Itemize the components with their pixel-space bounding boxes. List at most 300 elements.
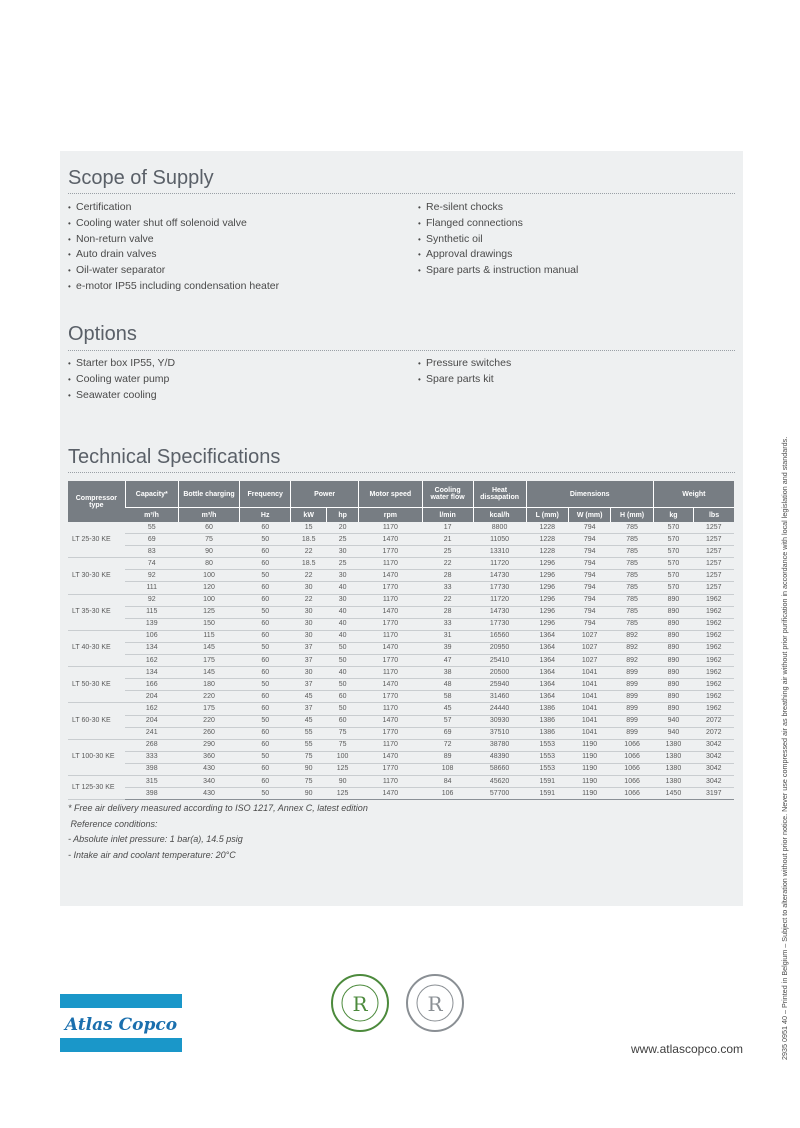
table-cell: 22 — [291, 570, 327, 582]
table-cell: 60 — [240, 546, 291, 558]
table-cell: 38780 — [473, 739, 526, 751]
table-cell: 1296 — [526, 594, 568, 606]
table-cell: 55 — [291, 727, 327, 739]
table-cell: 180 — [178, 679, 240, 691]
table-row — [68, 775, 734, 787]
table-cell: 90 — [178, 546, 240, 558]
table-cell: 570 — [653, 522, 693, 534]
table-cell: 33 — [422, 618, 473, 630]
table-cell: 17730 — [473, 618, 526, 630]
table-cell: 785 — [611, 522, 653, 534]
table-cell: 45 — [291, 715, 327, 727]
table-cell: 890 — [653, 642, 693, 654]
unit-header: Hz — [240, 508, 291, 523]
table-cell: 3197 — [694, 788, 734, 800]
list-item: • Spare parts kit — [418, 372, 511, 388]
table-cell: 40 — [327, 667, 359, 679]
table-cell: 1190 — [568, 751, 610, 763]
table-cell: 125 — [327, 788, 359, 800]
list-item: • Cooling water pump — [68, 372, 175, 388]
table-cell: 890 — [653, 655, 693, 667]
table-cell: 22 — [422, 594, 473, 606]
table-cell: 50 — [327, 703, 359, 715]
table-cell: 115 — [125, 606, 178, 618]
table-cell: 1470 — [359, 642, 423, 654]
table-cell: 2072 — [694, 715, 734, 727]
table-cell: 340 — [178, 775, 240, 787]
table-cell: 890 — [653, 667, 693, 679]
table-cell: 60 — [240, 739, 291, 751]
header-capacity: Capacity* — [125, 481, 178, 508]
table-cell: 1470 — [359, 606, 423, 618]
table-cell: 1041 — [568, 715, 610, 727]
table-cell: 31460 — [473, 691, 526, 703]
table-cell: 1962 — [694, 667, 734, 679]
list-item: • Spare parts & instruction manual — [418, 263, 578, 279]
table-cell: 22 — [422, 558, 473, 570]
table-cell: 1257 — [694, 534, 734, 546]
list-item: • e-motor IP55 including condensation heater — [68, 279, 279, 295]
table-cell: 570 — [653, 558, 693, 570]
table-cell: 899 — [611, 703, 653, 715]
table-cell: 40 — [327, 630, 359, 642]
table-cell: 1470 — [359, 751, 423, 763]
table-cell: 13310 — [473, 546, 526, 558]
table-cell: 48390 — [473, 751, 526, 763]
table-cell: 1770 — [359, 763, 423, 775]
table-cell: 134 — [125, 642, 178, 654]
table-cell: 60 — [240, 727, 291, 739]
table-cell: 92 — [125, 594, 178, 606]
seal-letter: R — [427, 992, 443, 1016]
legal-side-text: 2935 0951 40 – Printed in Belgium – Subject to alteration without prior notice. Never use compressed air as breathing air without prior purification in accordance with local legislation and standards. — [780, 436, 789, 1060]
table-cell: 22 — [291, 546, 327, 558]
table-cell: 892 — [611, 630, 653, 642]
table-row — [68, 788, 734, 800]
table-cell: 1041 — [568, 691, 610, 703]
table-cell: 106 — [422, 788, 473, 800]
table-cell: 1450 — [653, 788, 693, 800]
table-cell: 60 — [240, 618, 291, 630]
table-cell: 20 — [327, 522, 359, 534]
seal-letter: R — [352, 992, 368, 1016]
table-cell: 785 — [611, 582, 653, 594]
table-row — [68, 715, 734, 727]
table-row — [68, 522, 734, 534]
table-cell: 50 — [240, 751, 291, 763]
table-cell: 1770 — [359, 655, 423, 667]
table-cell: 890 — [653, 606, 693, 618]
table-cell: 30 — [291, 582, 327, 594]
header-motor-speed: Motor speed — [359, 481, 423, 508]
table-cell: 60 — [327, 715, 359, 727]
table-cell: 25410 — [473, 655, 526, 667]
header-bottle-charging: Bottle charging — [178, 481, 240, 508]
unit-header: l/min — [422, 508, 473, 523]
iso-14001-seal-icon — [330, 973, 390, 1033]
table-cell: 1470 — [359, 534, 423, 546]
table-cell: 55 — [125, 522, 178, 534]
table-cell: 11720 — [473, 558, 526, 570]
table-cell: 1962 — [694, 691, 734, 703]
table-cell: 1962 — [694, 655, 734, 667]
table-cell: 134 — [125, 667, 178, 679]
table-cell: 58 — [422, 691, 473, 703]
table-cell: 18.5 — [291, 558, 327, 570]
table-cell: 220 — [178, 715, 240, 727]
table-cell: 60 — [240, 763, 291, 775]
table-cell: 892 — [611, 655, 653, 667]
table-cell: 37 — [291, 703, 327, 715]
unit-header: hp — [327, 508, 359, 523]
divider — [68, 472, 735, 473]
table-cell: 1170 — [359, 667, 423, 679]
table-cell: 31 — [422, 630, 473, 642]
table-cell: 58660 — [473, 763, 526, 775]
table-cell: 890 — [653, 618, 693, 630]
list-item: • Approval drawings — [418, 247, 578, 263]
table-cell: 890 — [653, 630, 693, 642]
table-cell: 794 — [568, 522, 610, 534]
header-cooling-water-flow: Cooling water flow — [422, 481, 473, 508]
table-cell: 1386 — [526, 727, 568, 739]
table-cell: 1386 — [526, 703, 568, 715]
table-cell: 360 — [178, 751, 240, 763]
table-cell: 38 — [422, 667, 473, 679]
table-row — [68, 618, 734, 630]
header-weight: Weight — [653, 481, 734, 508]
iso-9001-seal-icon — [405, 973, 465, 1033]
table-row — [68, 739, 734, 751]
table-cell: 1066 — [611, 788, 653, 800]
table-cell: 90 — [291, 788, 327, 800]
table-cell: 74 — [125, 558, 178, 570]
table-cell: 60 — [240, 691, 291, 703]
table-cell: 1770 — [359, 691, 423, 703]
table-cell: 30 — [327, 594, 359, 606]
table-cell: 48 — [422, 679, 473, 691]
table-cell: 111 — [125, 582, 178, 594]
table-cell: 75 — [178, 534, 240, 546]
header-dimensions: Dimensions — [526, 481, 653, 508]
table-cell: 1170 — [359, 558, 423, 570]
table-cell: 90 — [291, 763, 327, 775]
table-cell: 260 — [178, 727, 240, 739]
table-cell: 30 — [291, 667, 327, 679]
table-cell: 794 — [568, 534, 610, 546]
table-cell: 3042 — [694, 751, 734, 763]
compressor-model: LT 40-30 KE — [68, 630, 125, 666]
table-cell: 162 — [125, 703, 178, 715]
table-cell: 1962 — [694, 630, 734, 642]
table-cell: 1386 — [526, 715, 568, 727]
table-cell: 125 — [178, 606, 240, 618]
table-cell: 24440 — [473, 703, 526, 715]
table-cell: 55 — [291, 739, 327, 751]
table-cell: 1380 — [653, 775, 693, 787]
unit-header: kg — [653, 508, 693, 523]
table-cell: 45620 — [473, 775, 526, 787]
table-cell: 398 — [125, 763, 178, 775]
compressor-model: LT 125-30 KE — [68, 775, 125, 799]
table-cell: 115 — [178, 630, 240, 642]
table-cell: 60 — [240, 630, 291, 642]
table-cell: 570 — [653, 570, 693, 582]
table-cell: 1027 — [568, 630, 610, 642]
list-item: • Non-return valve — [68, 232, 279, 248]
unit-header: m³/h — [178, 508, 240, 523]
table-cell: 175 — [178, 703, 240, 715]
table-cell: 60 — [178, 522, 240, 534]
header-compressor-type: Compressor type — [68, 481, 125, 522]
table-cell: 204 — [125, 715, 178, 727]
table-cell: 785 — [611, 558, 653, 570]
footnote-line: * Free air delivery measured according to ISO 1217, Annex C, latest edition — [68, 803, 368, 813]
table-cell: 1257 — [694, 570, 734, 582]
table-cell: 890 — [653, 703, 693, 715]
table-cell: 1470 — [359, 570, 423, 582]
options-title: Options — [68, 323, 137, 345]
table-cell: 268 — [125, 739, 178, 751]
list-item: • Cooling water shut off solenoid valve — [68, 216, 279, 232]
table-cell: 1257 — [694, 522, 734, 534]
table-cell: 57 — [422, 715, 473, 727]
table-row — [68, 534, 734, 546]
table-cell: 14730 — [473, 606, 526, 618]
table-cell: 50 — [240, 606, 291, 618]
list-item: • Starter box IP55, Y/D — [68, 356, 175, 372]
table-cell: 1553 — [526, 751, 568, 763]
table-cell: 30 — [291, 618, 327, 630]
table-cell: 1041 — [568, 703, 610, 715]
table-cell: 18.5 — [291, 534, 327, 546]
table-cell: 1770 — [359, 727, 423, 739]
table-cell: 1962 — [694, 642, 734, 654]
table-cell: 50 — [240, 679, 291, 691]
table-cell: 1027 — [568, 655, 610, 667]
table-cell: 1170 — [359, 522, 423, 534]
table-cell: 50 — [240, 642, 291, 654]
table-cell: 1190 — [568, 739, 610, 751]
table-cell: 1296 — [526, 582, 568, 594]
options-list-right — [418, 356, 511, 388]
table-cell: 20950 — [473, 642, 526, 654]
table-cell: 1553 — [526, 763, 568, 775]
table-cell: 241 — [125, 727, 178, 739]
table-cell: 1770 — [359, 618, 423, 630]
table-cell: 1962 — [694, 618, 734, 630]
table-cell: 108 — [422, 763, 473, 775]
table-cell: 794 — [568, 618, 610, 630]
table-cell: 1066 — [611, 739, 653, 751]
table-cell: 1190 — [568, 775, 610, 787]
table-cell: 11050 — [473, 534, 526, 546]
table-cell: 1190 — [568, 763, 610, 775]
table-cell: 50 — [240, 534, 291, 546]
unit-header: W (mm) — [568, 508, 610, 523]
table-cell: 75 — [291, 751, 327, 763]
table-cell: 14730 — [473, 570, 526, 582]
table-cell: 204 — [125, 691, 178, 703]
table-row — [68, 655, 734, 667]
table-cell: 899 — [611, 715, 653, 727]
table-cell: 60 — [240, 703, 291, 715]
table-row — [68, 727, 734, 739]
table-cell: 17 — [422, 522, 473, 534]
footnote-line: - Intake air and coolant temperature: 20°C — [68, 849, 236, 860]
table-cell: 570 — [653, 582, 693, 594]
table-cell: 940 — [653, 715, 693, 727]
table-cell: 50 — [327, 679, 359, 691]
list-item: • Flanged connections — [418, 216, 578, 232]
compressor-model: LT 50-30 KE — [68, 667, 125, 703]
divider — [68, 193, 735, 194]
table-row — [68, 751, 734, 763]
table-cell: 3042 — [694, 739, 734, 751]
table-row — [68, 630, 734, 642]
header-frequency: Frequency — [240, 481, 291, 508]
table-cell: 125 — [327, 763, 359, 775]
table-cell: 794 — [568, 594, 610, 606]
list-item: • Pressure switches — [418, 356, 511, 372]
table-cell: 1296 — [526, 570, 568, 582]
spec-table — [68, 481, 734, 800]
table-cell: 1364 — [526, 667, 568, 679]
table-cell: 50 — [240, 570, 291, 582]
table-cell: 60 — [240, 775, 291, 787]
table-cell: 25 — [422, 546, 473, 558]
table-cell: 892 — [611, 642, 653, 654]
scope-list-right — [418, 200, 578, 279]
table-cell: 89 — [422, 751, 473, 763]
table-cell: 145 — [178, 667, 240, 679]
table-cell: 1962 — [694, 703, 734, 715]
table-row — [68, 703, 734, 715]
table-cell: 120 — [178, 582, 240, 594]
table-cell: 2072 — [694, 727, 734, 739]
table-cell: 1257 — [694, 582, 734, 594]
table-cell: 37 — [291, 642, 327, 654]
table-cell: 28 — [422, 606, 473, 618]
table-cell: 785 — [611, 546, 653, 558]
table-cell: 1962 — [694, 679, 734, 691]
table-cell: 72 — [422, 739, 473, 751]
table-cell: 69 — [125, 534, 178, 546]
scope-of-supply-title: Scope of Supply — [68, 167, 214, 189]
options-list-left — [68, 356, 175, 403]
compressor-model: LT 25-30 KE — [68, 522, 125, 558]
table-cell: 30 — [291, 630, 327, 642]
table-cell: 1066 — [611, 751, 653, 763]
table-cell: 890 — [653, 691, 693, 703]
table-cell: 37 — [291, 655, 327, 667]
atlas-copco-logo — [60, 994, 182, 1052]
table-cell: 1170 — [359, 630, 423, 642]
table-cell: 75 — [327, 727, 359, 739]
list-item: • Oil-water separator — [68, 263, 279, 279]
table-cell: 22 — [291, 594, 327, 606]
table-cell: 794 — [568, 606, 610, 618]
table-cell: 785 — [611, 570, 653, 582]
table-cell: 1553 — [526, 739, 568, 751]
table-cell: 60 — [240, 655, 291, 667]
table-cell: 1364 — [526, 655, 568, 667]
table-cell: 106 — [125, 630, 178, 642]
table-cell: 60 — [240, 667, 291, 679]
table-cell: 3042 — [694, 775, 734, 787]
unit-header: L (mm) — [526, 508, 568, 523]
table-cell: 90 — [327, 775, 359, 787]
table-row — [68, 606, 734, 618]
table-cell: 794 — [568, 558, 610, 570]
table-cell: 60 — [240, 558, 291, 570]
table-cell: 1591 — [526, 775, 568, 787]
table-cell: 1041 — [568, 667, 610, 679]
list-item: • Synthetic oil — [418, 232, 578, 248]
table-cell: 1066 — [611, 775, 653, 787]
table-cell: 37 — [291, 679, 327, 691]
table-cell: 1228 — [526, 522, 568, 534]
table-row — [68, 570, 734, 582]
table-cell: 30930 — [473, 715, 526, 727]
table-cell: 1257 — [694, 558, 734, 570]
table-cell: 890 — [653, 679, 693, 691]
table-cell: 75 — [291, 775, 327, 787]
table-cell: 290 — [178, 739, 240, 751]
list-item: • Certification — [68, 200, 279, 216]
list-item: • Auto drain valves — [68, 247, 279, 263]
unit-header: m³/h — [125, 508, 178, 523]
header-power: Power — [291, 481, 359, 508]
table-cell: 166 — [125, 679, 178, 691]
table-cell: 50 — [240, 788, 291, 800]
table-cell: 30 — [327, 546, 359, 558]
table-cell: 1364 — [526, 679, 568, 691]
table-cell: 20500 — [473, 667, 526, 679]
table-cell: 1296 — [526, 558, 568, 570]
table-row — [68, 679, 734, 691]
table-cell: 162 — [125, 655, 178, 667]
table-cell: 15 — [291, 522, 327, 534]
footnotes — [68, 801, 368, 863]
table-cell: 60 — [327, 691, 359, 703]
table-cell: 315 — [125, 775, 178, 787]
footnote-line: Reference conditions: — [68, 818, 158, 829]
unit-header: lbs — [694, 508, 734, 523]
table-cell: 75 — [327, 739, 359, 751]
content-panel — [60, 151, 743, 906]
table-cell: 1190 — [568, 788, 610, 800]
table-cell: 60 — [240, 594, 291, 606]
table-cell: 794 — [568, 546, 610, 558]
table-cell: 25 — [327, 558, 359, 570]
table-cell: 145 — [178, 642, 240, 654]
website-link[interactable]: www.atlascopco.com — [630, 1042, 743, 1056]
table-cell: 890 — [653, 594, 693, 606]
table-cell: 150 — [178, 618, 240, 630]
scope-list-left — [68, 200, 279, 295]
unit-header: rpm — [359, 508, 423, 523]
unit-header: H (mm) — [611, 508, 653, 523]
table-row — [68, 582, 734, 594]
table-cell: 794 — [568, 570, 610, 582]
table-cell: 45 — [422, 703, 473, 715]
table-cell: 1027 — [568, 642, 610, 654]
table-cell: 1470 — [359, 715, 423, 727]
table-cell: 785 — [611, 534, 653, 546]
table-cell: 1257 — [694, 546, 734, 558]
table-row — [68, 691, 734, 703]
